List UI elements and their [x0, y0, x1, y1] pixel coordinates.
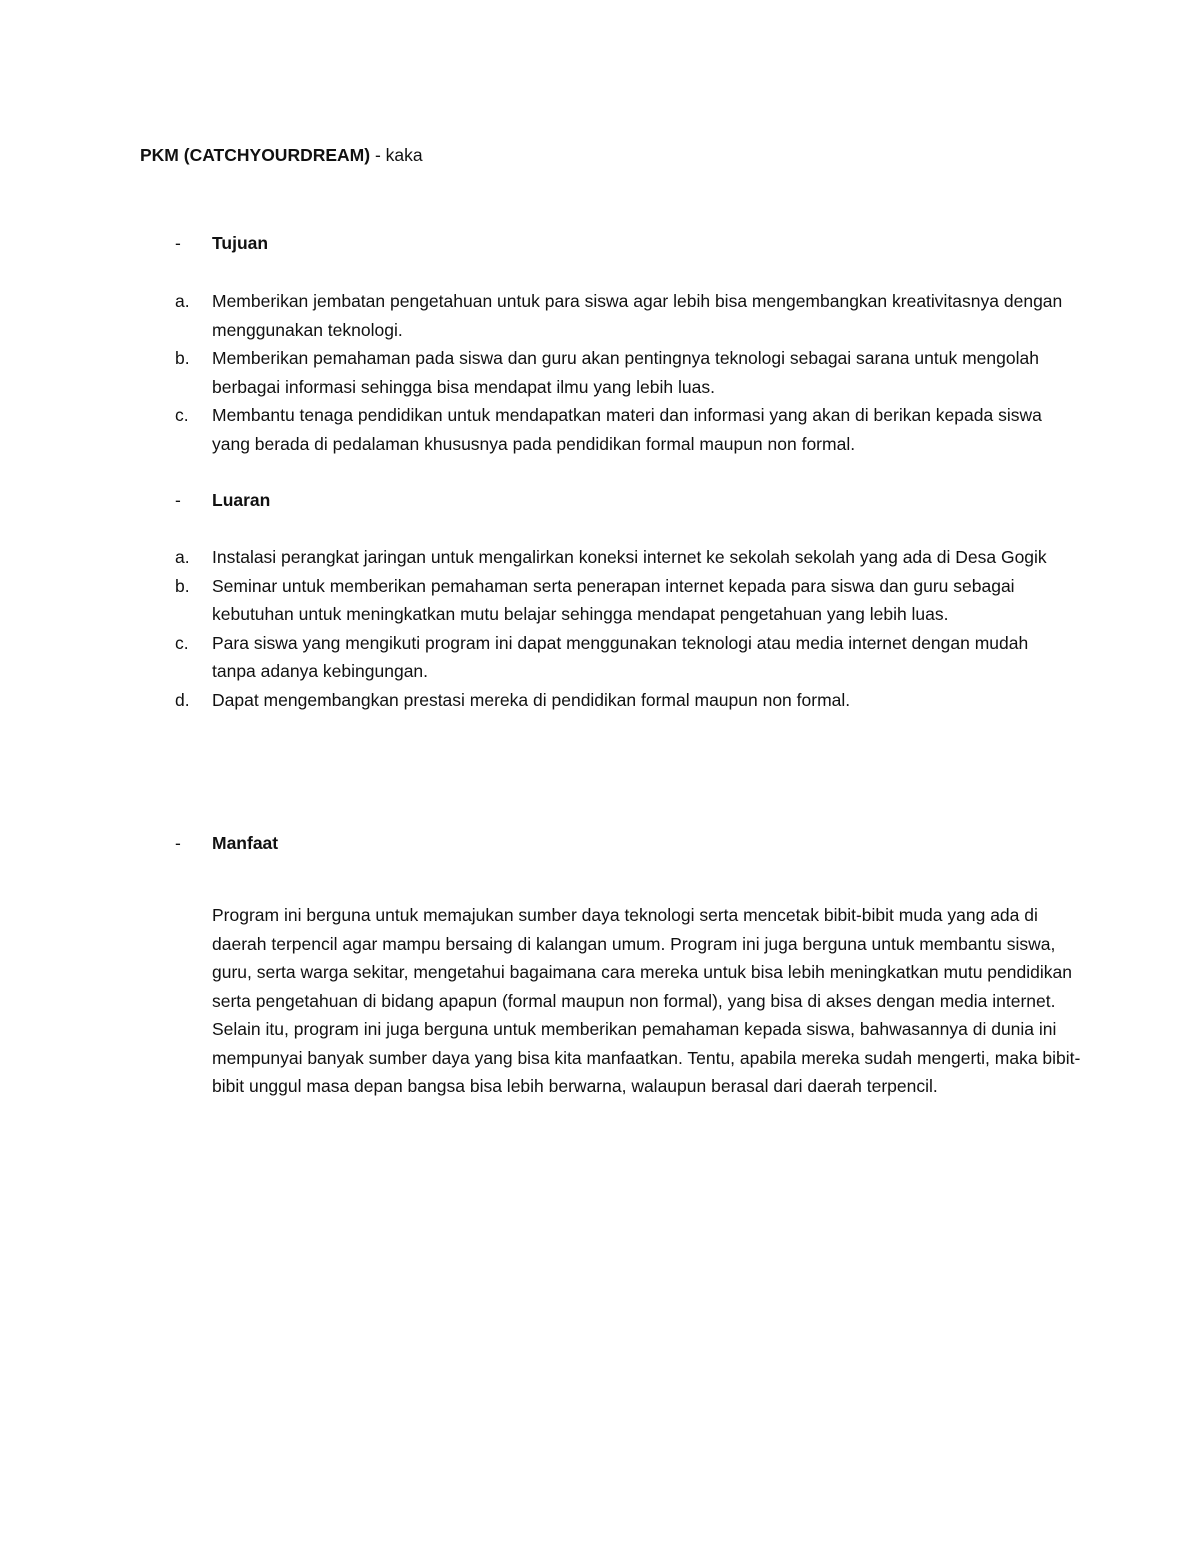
list-text: Memberikan jembatan pengetahuan untuk para siswa agar lebih bisa mengembangkan kreativitasnya dengan menggunakan teknologi.: [212, 291, 1063, 340]
section-heading-manfaat: [175, 833, 278, 854]
section-heading-tujuan: [175, 233, 268, 254]
heading-label-manfaat: Manfaat: [212, 833, 279, 853]
heading-label-tujuan: Tujuan: [212, 233, 269, 253]
list-item: [175, 344, 1075, 401]
list-item: [175, 287, 1075, 344]
list-marker: a.: [175, 547, 190, 567]
document-title-main: PKM (CATCHYOURDREAM): [140, 145, 371, 165]
list-item: [175, 543, 1075, 572]
manfaat-paragraph: Program ini berguna untuk memajukan sumber daya teknologi serta mencetak bibit-bibit muda yang ada di daerah terpencil agar mampu bersaing di kalangan umum. Program ini juga berguna untuk membantu siswa, guru, serta warga sekitar, mengetahui bagaimana cara mereka untuk bisa lebih meningkatkan mutu pendidikan serta pengetahuan di bidang apapun (formal maupun non formal), yang bisa di akses dengan media internet. Selain itu, program ini juga berguna untuk memberikan pemahaman kepada siswa, bahwasannya di dunia ini mempunyai banyak sumber daya yang bisa kita manfaatkan. Tentu, apabila mereka sudah mengerti, maka bibit-bibit unggul masa depan bangsa bisa lebih berwarna, walaupun berasal dari daerah terpencil.: [212, 905, 1081, 1096]
heading-dash: -: [175, 490, 181, 510]
heading-dash: -: [175, 833, 181, 853]
list-marker: b.: [175, 348, 190, 368]
list-marker: b.: [175, 575, 190, 596]
list-tujuan: [175, 287, 1075, 458]
list-text: Para siswa yang mengikuti program ini dapat menggunakan teknologi atau media internet dengan mudah tanpa adanya kebingungan.: [212, 632, 1029, 681]
list-marker: c.: [175, 632, 189, 653]
heading-dash: -: [175, 233, 181, 253]
list-marker: a.: [175, 291, 190, 311]
list-text: Memberikan pemahaman pada siswa dan guru akan pentingnya teknologi sebagai sarana untuk mengolah berbagai informasi sehingga bisa mendapat ilmu yang lebih luas.: [212, 348, 1039, 397]
list-item: [175, 401, 1075, 458]
list-marker: c.: [175, 405, 189, 425]
list-item: [175, 629, 1075, 686]
document-title: [140, 145, 423, 166]
heading-label-luaran: Luaran: [212, 490, 271, 510]
section-heading-luaran: [175, 490, 270, 511]
list-text: Dapat mengembangkan prestasi mereka di pendidikan formal maupun non formal.: [212, 689, 851, 710]
list-item: [175, 572, 1075, 629]
list-item: [175, 686, 1075, 715]
document-title-suffix: - kaka: [370, 145, 423, 165]
list-text: Instalasi perangkat jaringan untuk mengalirkan koneksi internet ke sekolah sekolah yang ada di Desa Gogik: [212, 547, 1047, 567]
list-text: Seminar untuk memberikan pemahaman serta penerapan internet kepada para siswa dan guru sebagai kebutuhan untuk meningkatkan mutu belajar sehingga mendapat pengetahuan yang lebih luas.: [212, 575, 1015, 624]
list-text: Membantu tenaga pendidikan untuk mendapatkan materi dan informasi yang akan di berikan kepada siswa yang berada di pedalaman khususnya pada pendidikan formal maupun non formal.: [212, 405, 1042, 454]
list-luaran: [175, 543, 1075, 714]
list-marker: d.: [175, 689, 190, 710]
